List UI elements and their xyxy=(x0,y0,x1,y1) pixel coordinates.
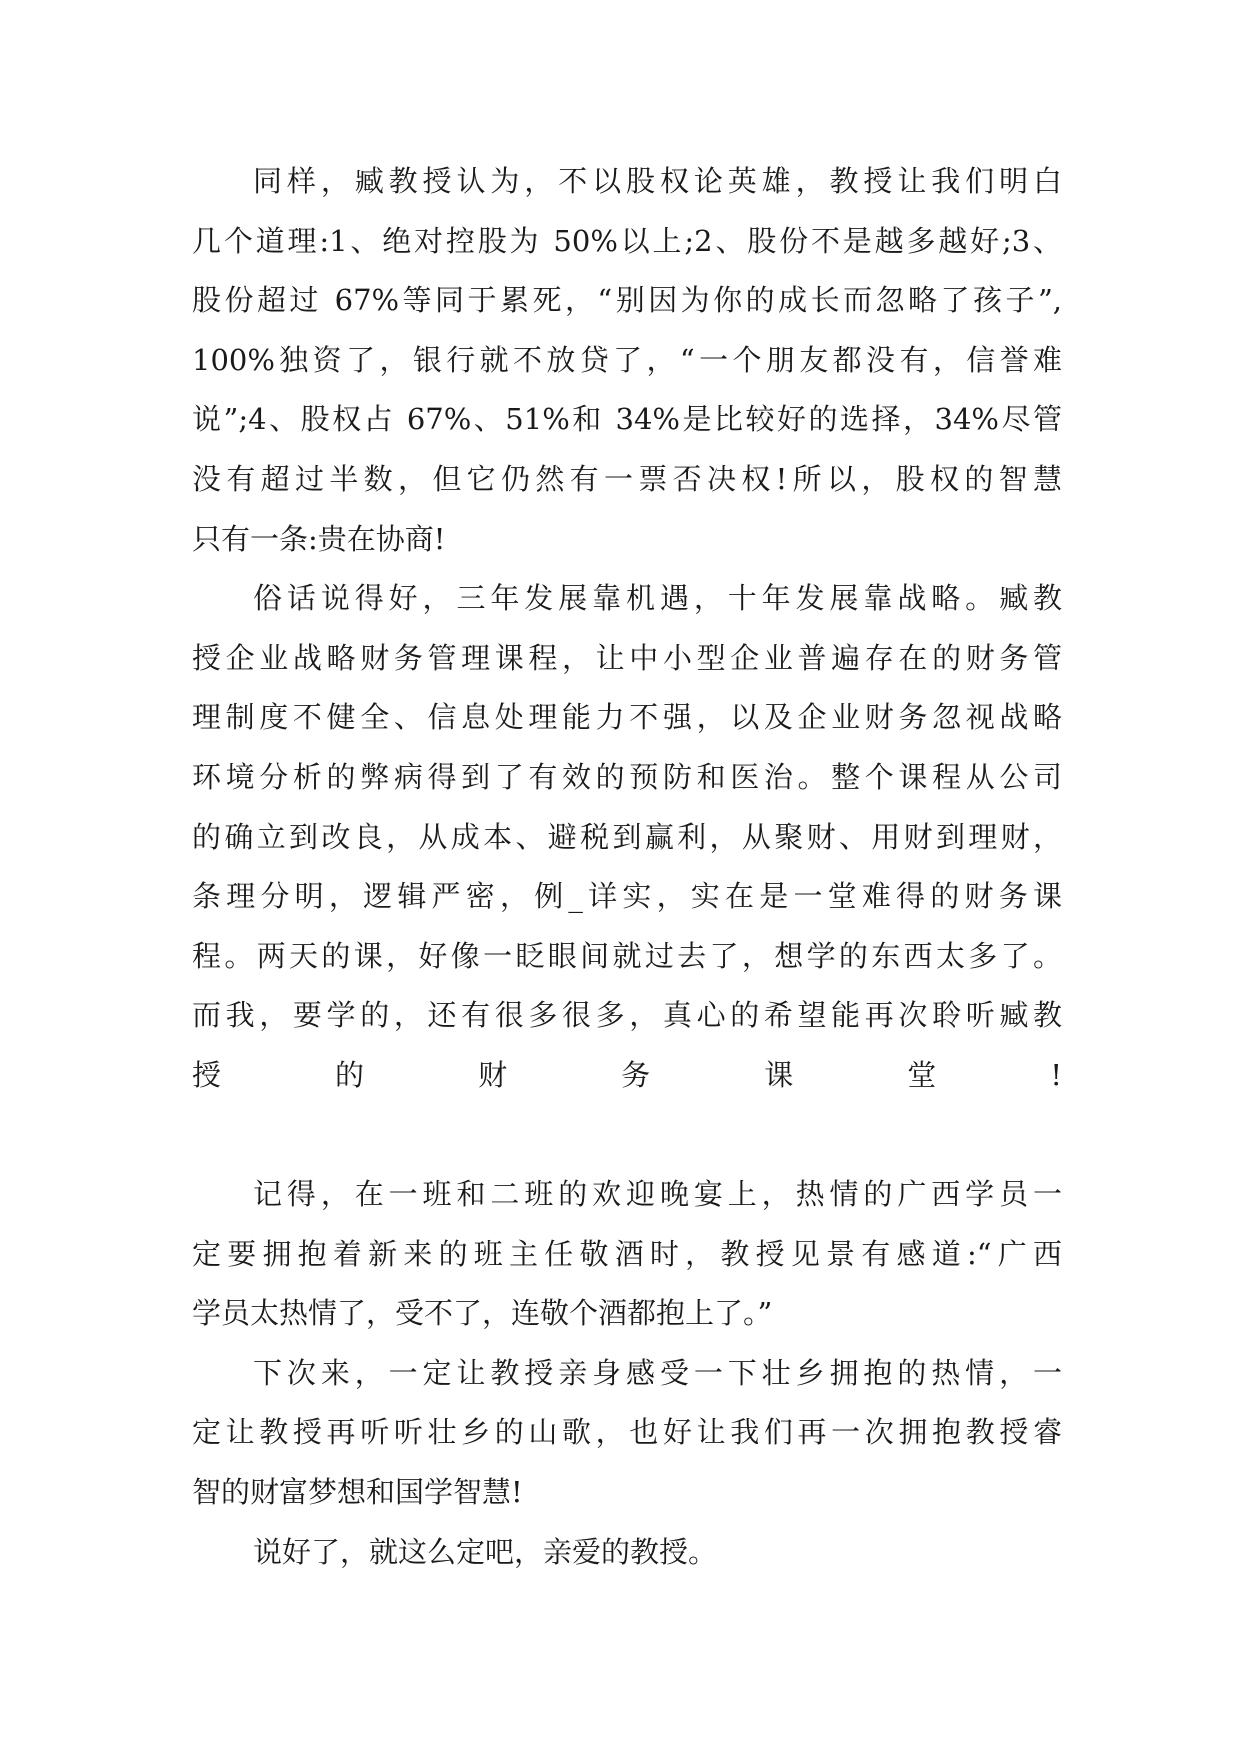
text-line xyxy=(192,1106,1062,1166)
text-line: 说好了，就这么定吧，亲爱的教授。 xyxy=(253,1534,718,1569)
text-line: 学员太热情了，受不了，连敬个酒都抱上了。” xyxy=(192,1296,773,1331)
text-line: 程。两天的课，好像一眨眼间就过去了，想学的东西太多了。 xyxy=(192,938,1062,973)
paragraph xyxy=(192,1165,1062,1344)
text-line: 智的财富梦想和国学智慧! xyxy=(192,1475,523,1510)
text-line: 的确立到改良，从成本、避税到赢利，从聚财、用财到理财， xyxy=(192,819,1062,854)
paragraph xyxy=(192,1523,1062,1583)
paragraph xyxy=(192,569,1062,1165)
text-line: 定要拥抱着新来的班主任敬酒时，教授见景有感道:“广西 xyxy=(192,1236,1062,1271)
text-line: 理制度不健全、信息处理能力不强，以及企业财务忽视战略 xyxy=(192,700,1062,735)
body-text xyxy=(192,152,1062,1582)
text-line: 100%独资了，银行就不放贷了，“一个朋友都没有，信誉难 xyxy=(192,342,1062,377)
text-line: 没有超过半数，但它仍然有一票否决权!所以，股权的智慧 xyxy=(192,461,1062,496)
text-line: 几个道理:1、绝对控股为 50%以上;2、股份不是越多越好;3、 xyxy=(192,223,1062,258)
text-line: 俗话说得好，三年发展靠机遇，十年发展靠战略。臧教 xyxy=(253,581,1062,616)
paragraph xyxy=(192,1344,1062,1523)
text-line: 下次来，一定让教授亲身感受一下壮乡拥抱的热情，一 xyxy=(253,1355,1062,1390)
text-line: 股份超过 67%等同于累死，“别因为你的成长而忽略了孩子”, xyxy=(192,283,1062,318)
text-line: 条理分明，逻辑严密，例_详实，实在是一堂难得的财务课 xyxy=(192,879,1062,914)
text-line: 环境分析的弊病得到了有效的预防和医治。整个课程从公司 xyxy=(192,759,1062,794)
text-line: 而我，要学的，还有很多很多，真心的希望能再次聆听臧教 xyxy=(192,998,1062,1033)
text-line: 授的财务课堂! xyxy=(192,1057,1062,1092)
text-line: 只有一条:贵在协商! xyxy=(192,521,446,556)
text-line: 授企业战略财务管理课程，让中小型企业普遍存在的财务管 xyxy=(192,640,1062,675)
text-line: 记得，在一班和二班的欢迎晚宴上，热情的广西学员一 xyxy=(253,1177,1062,1212)
text-line: 同样，臧教授认为，不以股权论英雄，教授让我们明白 xyxy=(253,164,1062,198)
paragraph xyxy=(192,152,1062,569)
text-line: 说”;4、股权占 67%、51%和 34%是比较好的选择，34%尽管 xyxy=(192,402,1062,437)
text-line: 定让教授再听听壮乡的山歌，也好让我们再一次拥抱教授睿 xyxy=(192,1415,1062,1450)
